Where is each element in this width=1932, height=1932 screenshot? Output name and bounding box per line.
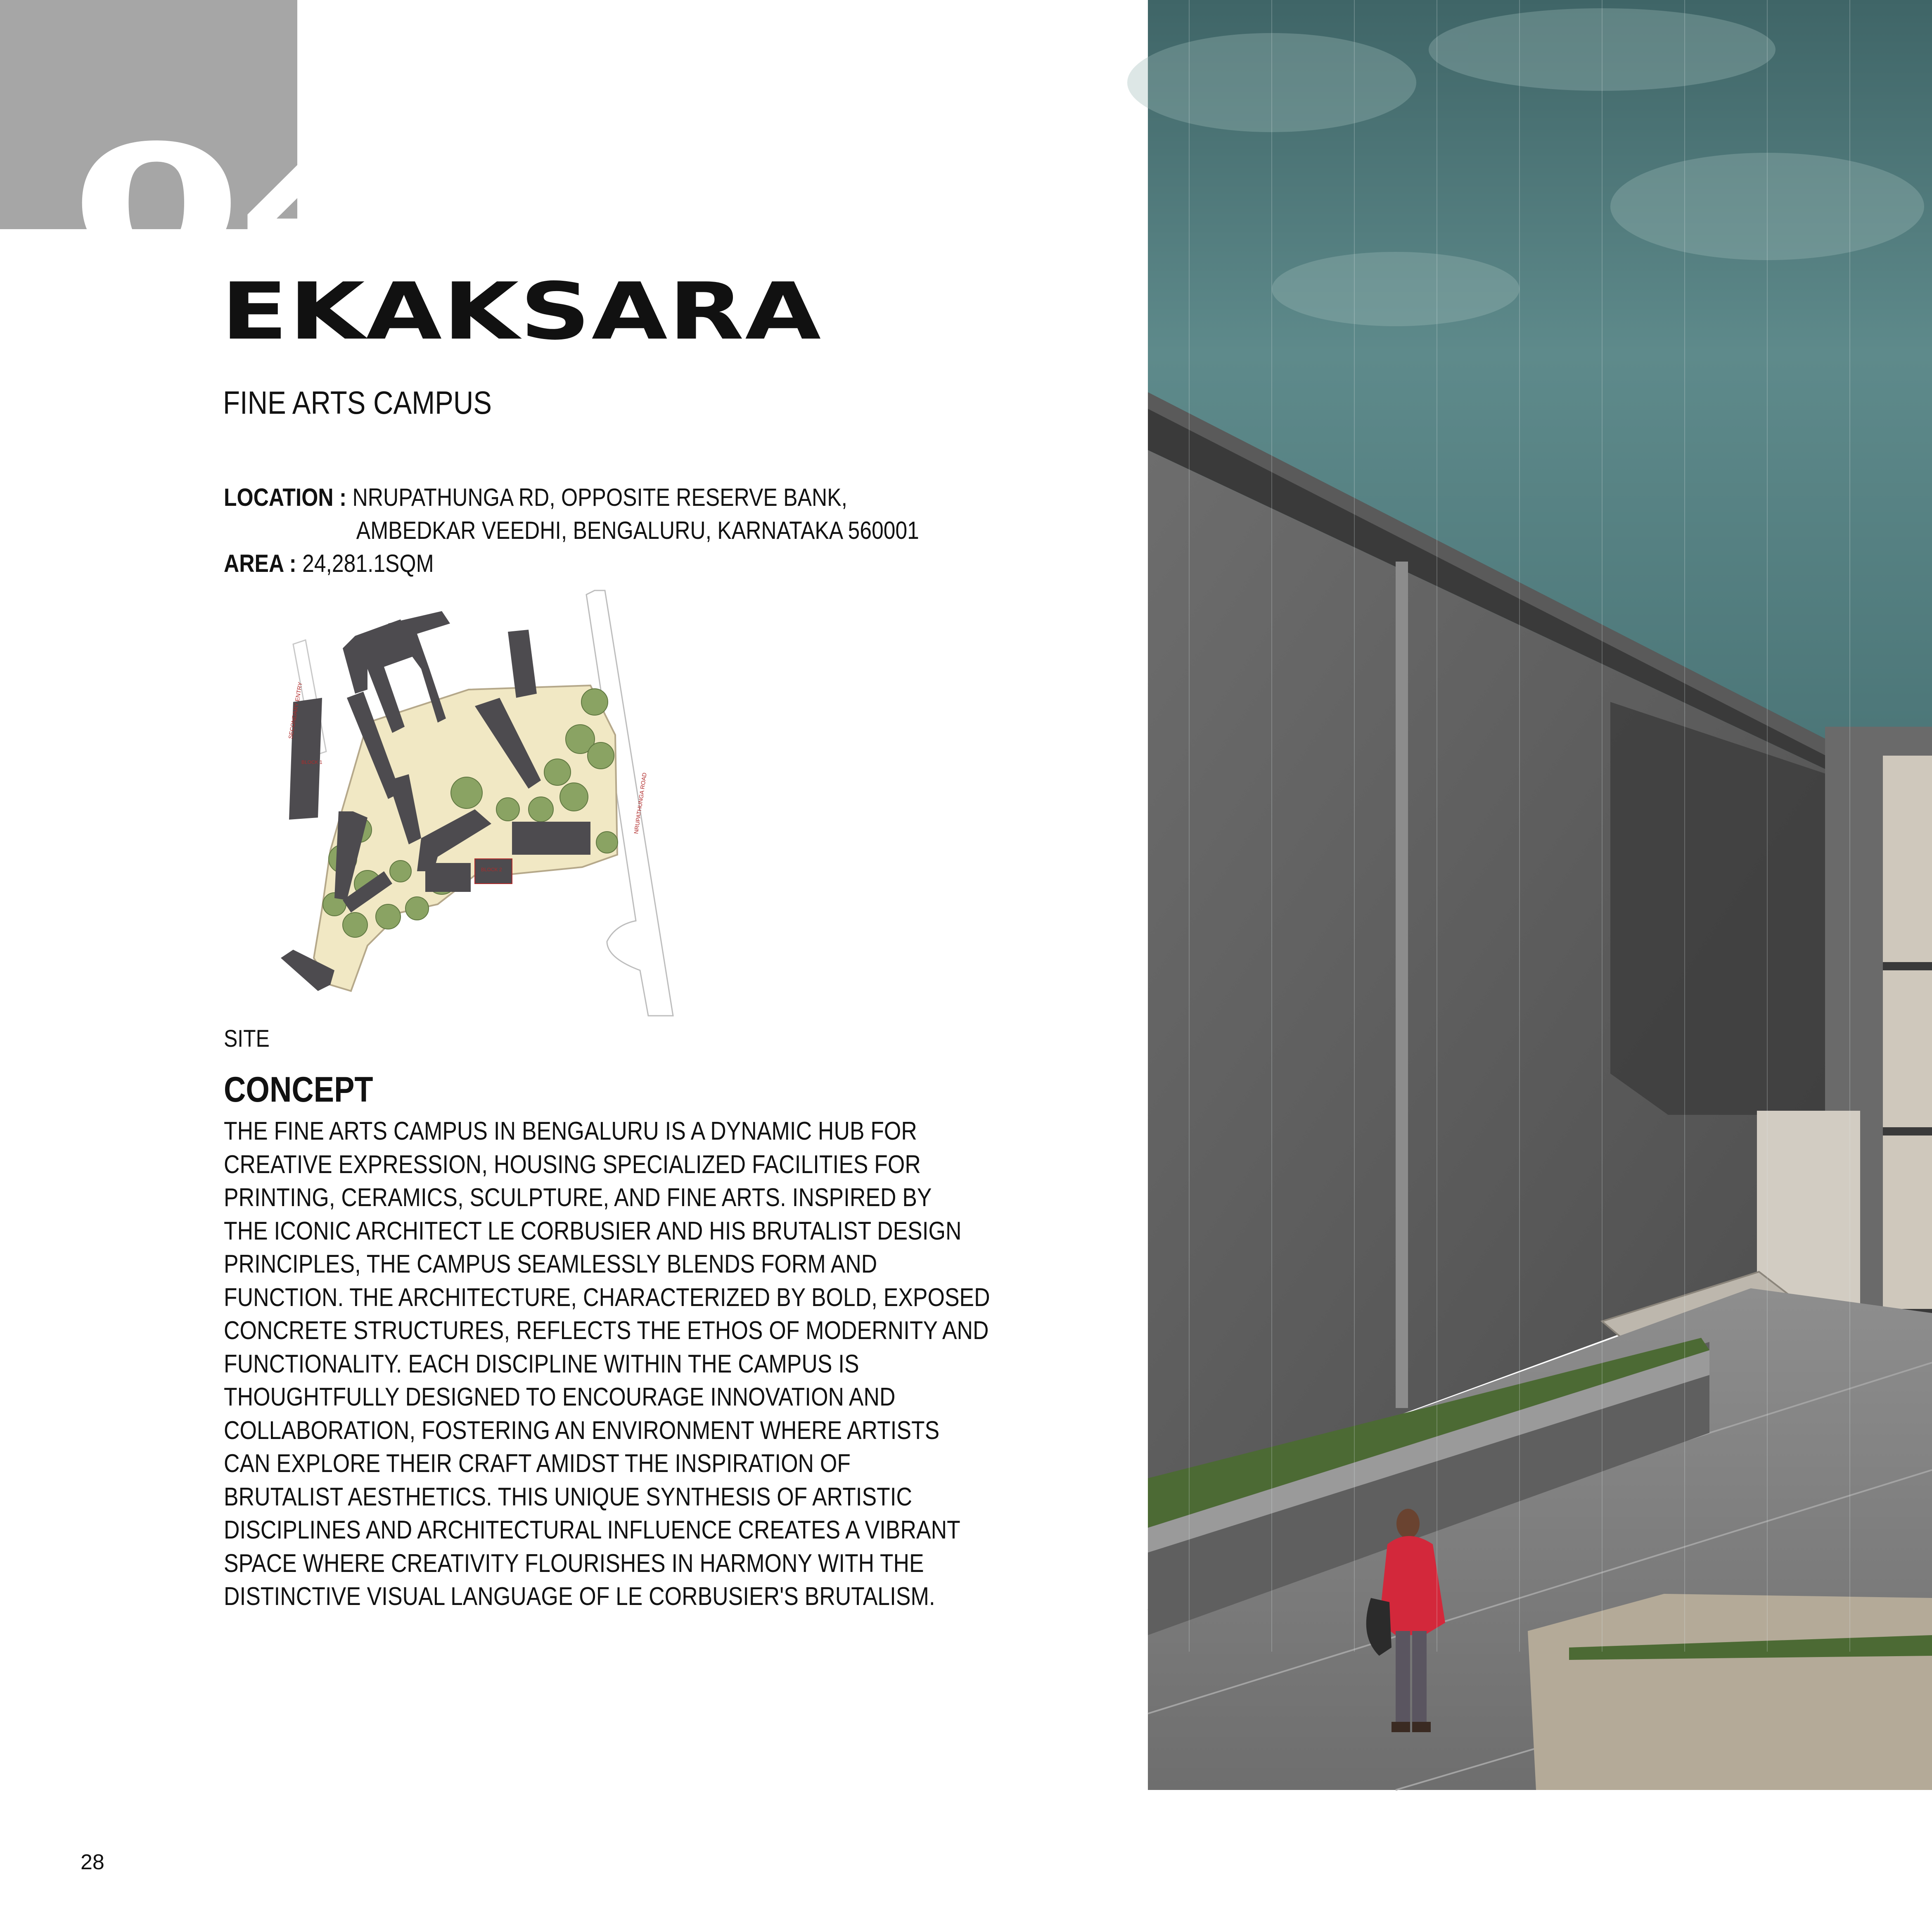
project-info xyxy=(224,481,919,580)
concept-line: THOUGHTFULLY DESIGNED TO ENCOURAGE INNOVATION AND xyxy=(224,1383,896,1411)
concept-line: CAN EXPLORE THEIR CRAFT AMIDST THE INSPIRATION OF xyxy=(224,1449,851,1478)
site-plan xyxy=(244,586,677,1024)
area-value: 24,281.1SQM xyxy=(302,550,434,577)
site-label-block-b: BLOCK 2 xyxy=(481,867,502,872)
project-title: EKAKSARA xyxy=(221,266,822,357)
concept-line: CONCRETE STRUCTURES, REFLECTS THE ETHOS OF MODERNITY AND xyxy=(224,1316,989,1345)
concept-heading: CONCEPT xyxy=(224,1070,373,1109)
section-number-block xyxy=(0,0,403,302)
site-label-block-a: BLOCK 1 xyxy=(301,759,322,765)
architectural-render xyxy=(1148,0,1932,1790)
concept-line: THE FINE ARTS CAMPUS IN BENGALURU IS A DYNAMIC HUB FOR xyxy=(224,1117,917,1145)
section-number: 04 xyxy=(70,110,403,302)
concept-line: FUNCTION. THE ARCHITECTURE, CHARACTERIZED BY BOLD, EXPOSED xyxy=(224,1283,990,1312)
location-line-1: NRUPATHUNGA RD, OPPOSITE RESERVE BANK, xyxy=(352,484,847,511)
project-subtitle: FINE ARTS CAMPUS xyxy=(223,384,492,421)
concept-line: DISTINCTIVE VISUAL LANGUAGE OF LE CORBUSIER'S BRUTALISM. xyxy=(224,1582,935,1611)
location-line-2: AMBEDKAR VEEDHI, BENGALURU, KARNATAKA 560001 xyxy=(356,517,919,544)
area-row xyxy=(224,547,919,580)
concept-line: CREATIVE EXPRESSION, HOUSING SPECIALIZED FACILITIES FOR xyxy=(224,1150,921,1179)
area-label: AREA : xyxy=(224,550,296,577)
concept-line: COLLABORATION, FOSTERING AN ENVIRONMENT WHERE ARTISTS xyxy=(224,1416,940,1445)
column xyxy=(1396,562,1408,1408)
concept-line: PRINTING, CERAMICS, SCULPTURE, AND FINE ARTS. INSPIRED BY xyxy=(224,1183,932,1212)
concept-line: PRINCIPLES, THE CAMPUS SEAMLESSLY BLENDS FORM AND xyxy=(224,1250,877,1278)
concept-line: SPACE WHERE CREATIVITY FLOURISHES IN HARMONY WITH THE xyxy=(224,1549,924,1578)
page-number: 28 xyxy=(81,1850,104,1874)
location-row xyxy=(224,481,919,514)
planter-front xyxy=(1528,1594,1932,1790)
site-label-secondary-entry: SECONDARY ENTRY xyxy=(287,681,304,740)
site-label-road: NRUPATHUNGA ROAD xyxy=(633,772,648,834)
concept-line: DISCIPLINES AND ARCHITECTURAL INFLUENCE CREATES A VIBRANT xyxy=(224,1516,960,1544)
concept-line: FUNCTIONALITY. EACH DISCIPLINE WITHIN THE CAMPUS IS xyxy=(224,1349,859,1378)
site-caption: SITE xyxy=(224,1025,270,1052)
location-label: LOCATION : xyxy=(224,484,347,511)
concept-line: THE ICONIC ARCHITECT LE CORBUSIER AND HIS BRUTALIST DESIGN xyxy=(224,1216,962,1245)
concept-body xyxy=(224,1115,990,1614)
concept-line: BRUTALIST AESTHETICS. THIS UNIQUE SYNTHESIS OF ARTISTIC xyxy=(224,1482,913,1511)
